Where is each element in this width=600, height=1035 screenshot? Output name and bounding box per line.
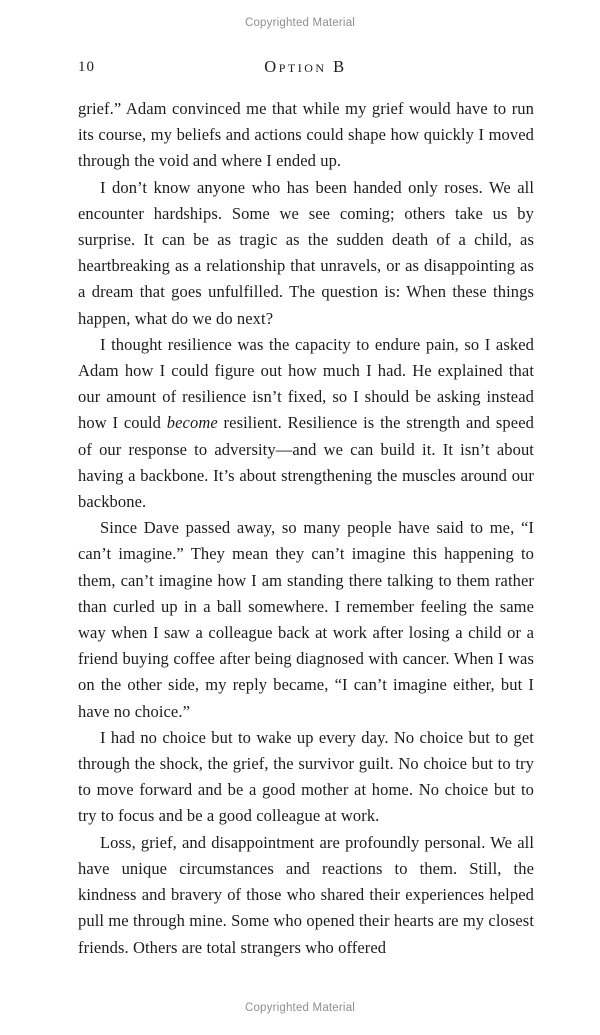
text-run: I don’t know anyone who has been handed only roses. We all encounter hardships. Some we see coming; others take us by surprise. It can be as tragic as the sudden death of a child, as heartbreaking as a relationship that unravels, or as disappointing as a dream that goes unfulfilled. The question is: When these things happen, what do we do next?: [78, 177, 534, 328]
page-header: [78, 57, 533, 79]
copyright-top-label: Copyrighted Material: [244, 17, 356, 29]
text-run: resilient. Resilience is the strength and speed of our response to adversity—and we can build it. It isn’t about having a backbone. It’s about strengthening the muscles around our backbone.: [78, 413, 534, 512]
text-run: I thought resilience was the capacity to endure pain, so I asked Adam how I could figure out how much I had. He explained that our amount of resilience isn’t fixed, so I should be asking instead how I could: [78, 334, 534, 433]
page-number: 10: [78, 59, 95, 75]
paragraph: [78, 332, 534, 515]
running-head: Option B: [264, 57, 347, 76]
paragraph: [78, 725, 534, 830]
text-run: Since Dave passed away, so many people have said to me, “I can’t imagine.” They mean they can’t imagine this happening to them, can’t imagine how I am standing there talking to them rather than curled up in a ball somewhere. I remember feeling the same way when I saw a colleague back at work after losing a child or a friend buying coffee after being diagnosed with cancer. When I was on the other side, my reply became, “I can’t imagine either, but I have no choice.”: [78, 518, 534, 721]
paragraph: [78, 96, 534, 175]
text-run: I had no choice but to wake up every day. No choice but to get through the shock, the grief, the survivor guilt. No choice but to try to move forward and be a good mother at home. No choice but to try to focus and be a good colleague at work.: [78, 727, 534, 826]
paragraph: [78, 830, 534, 961]
text-run: Loss, grief, and disappointment are profoundly personal. We all have unique circumstances and reactions to them. Still, the kindness and bravery of those who shared their experiences helped pull me through mine. Some who opened their hearts are my closest friends. Others are total strangers who offered: [78, 832, 534, 957]
text-run: grief.” Adam convinced me that while my grief would have to run its course, my beliefs and actions could shape how quickly I moved through the void and where I ended up.: [78, 99, 534, 171]
paragraph: [78, 515, 534, 725]
copyright-bottom-label: Copyrighted Material: [244, 1002, 356, 1014]
paragraph: [78, 175, 534, 332]
body-text: [78, 96, 534, 961]
italic-text-run: become: [166, 413, 218, 433]
